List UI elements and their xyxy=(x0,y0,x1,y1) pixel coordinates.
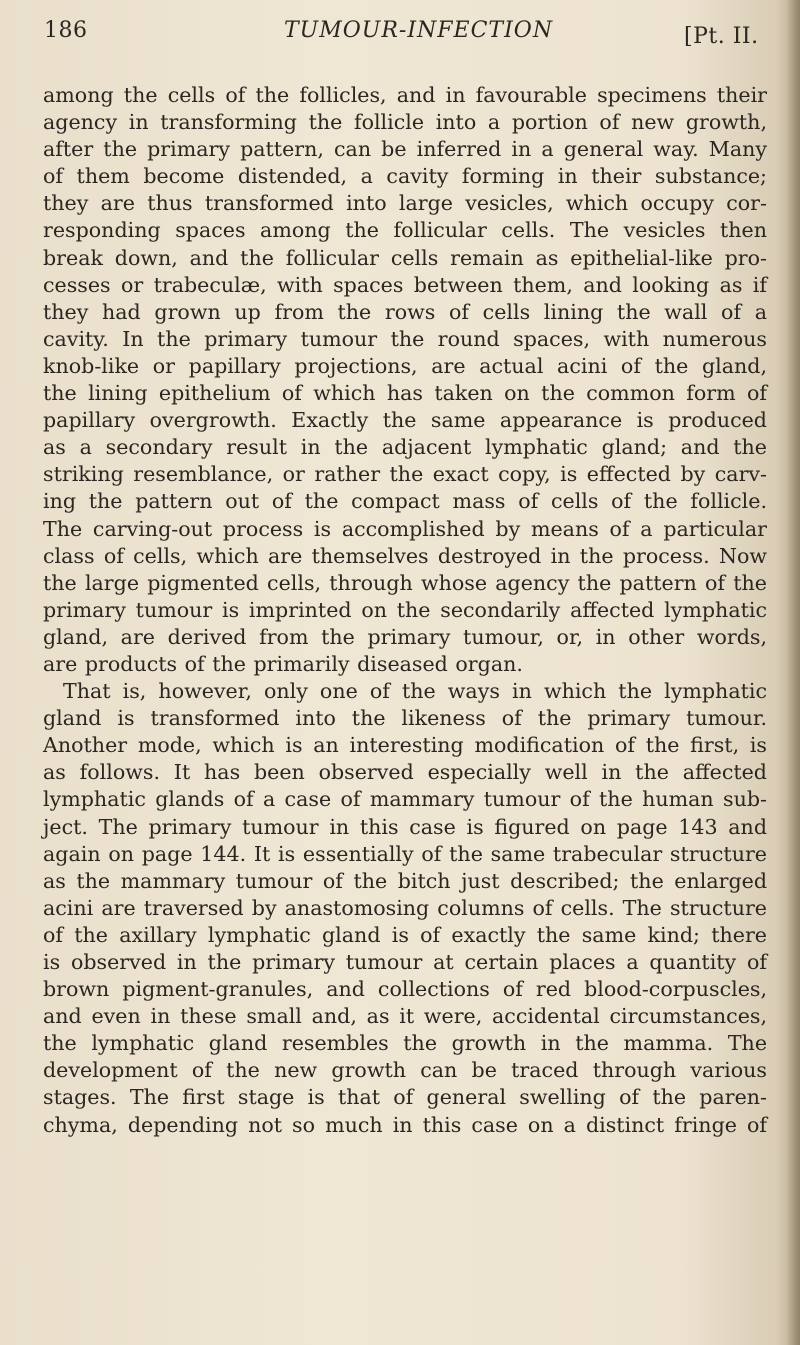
page-edge-shadow xyxy=(786,0,800,1345)
text-line: of the axillary lymphatic gland is of exactly the same kind; there xyxy=(43,922,767,947)
text-line: The carving-out process is accomplished by means of a particular xyxy=(43,516,767,541)
text-line: responding spaces among the follicular cells. The vesicles then xyxy=(43,218,767,243)
page-header xyxy=(44,18,764,58)
text-line: papillary overgrowth. Exactly the same appearance is produced xyxy=(43,408,767,433)
text-line: among the cells of the follicles, and in favourable specimens their xyxy=(43,83,767,107)
text-line: again on page 144. It is essentially of the same trabecular structure xyxy=(43,841,767,866)
part-label: [Pt. II. xyxy=(684,24,759,49)
text-line: gland, are derived from the primary tumour, or, in other words, xyxy=(43,624,767,649)
text-line: the lymphatic gland resembles the growth in the mamma. The xyxy=(43,1031,767,1056)
text-line: the large pigmented cells, through whose agency the pattern of the xyxy=(43,570,767,595)
text-line: lymphatic glands of a case of mammary tumour of the human sub- xyxy=(43,787,767,812)
text-line-paragraph-end: are products of the primarily diseased organ. xyxy=(43,651,523,676)
text-line: striking resemblance, or rather the exact copy, is effected by carv- xyxy=(43,462,767,487)
text-line: brown pigment-granules, and collections of red blood-corpuscles, xyxy=(43,977,767,1002)
text-line: and even in these small and, as it were, accidental circumstances, xyxy=(43,1004,767,1029)
text-line: they are thus transformed into large vesicles, which occupy cor- xyxy=(43,191,767,216)
text-line: stages. The first stage is that of general swelling of the paren- xyxy=(43,1085,767,1110)
text-line: knob-like or papillary projections, are actual acini of the gland, xyxy=(43,353,767,378)
text-line-paragraph-start: That is, however, only one of the ways in which the lymphatic xyxy=(63,679,767,704)
text-line: ject. The primary tumour in this case is figured on page 143 and xyxy=(43,814,767,839)
text-line: acini are traversed by anastomosing columns of cells. The structure xyxy=(43,895,767,920)
running-title: TUMOUR-INFECTION xyxy=(284,18,554,43)
text-line: after the primary pattern, can be inferred in a general way. Many xyxy=(43,137,767,162)
text-line: they had grown up from the rows of cells lining the wall of a xyxy=(43,299,767,324)
text-line: is observed in the primary tumour at certain places a quantity of xyxy=(43,950,767,974)
text-line: cesses or trabeculæ, with spaces between them, and looking as if xyxy=(43,272,767,297)
page-number: 186 xyxy=(44,18,88,43)
text-line: agency in transforming the follicle into a portion of new growth, xyxy=(43,110,767,135)
body-text xyxy=(43,82,767,1139)
text-line: gland is transformed into the likeness of the primary tumour. xyxy=(43,706,767,731)
text-line: of them become distended, a cavity forming in their substance; xyxy=(43,164,767,189)
text-line: ing the pattern out of the compact mass of cells of the follicle. xyxy=(43,489,767,514)
text-line: primary tumour is imprinted on the secondarily affected lymphatic xyxy=(43,597,767,622)
text-line: break down, and the follicular cells remain as epithelial-like pro- xyxy=(43,245,767,270)
text-line: development of the new growth can be traced through various xyxy=(43,1058,767,1083)
text-line: class of cells, which are themselves destroyed in the process. Now xyxy=(43,543,767,568)
text-line: Another mode, which is an interesting modification of the first, is xyxy=(43,733,767,758)
text-line: as a secondary result in the adjacent lymphatic gland; and the xyxy=(43,435,767,460)
text-line: as the mammary tumour of the bitch just described; the enlarged xyxy=(43,868,767,893)
text-line: chyma, depending not so much in this case on a distinct fringe of xyxy=(43,1112,767,1137)
text-line: the lining epithelium of which has taken on the common form of xyxy=(43,381,767,406)
text-line: as follows. It has been observed especially well in the affected xyxy=(43,760,767,785)
text-line: cavity. In the primary tumour the round spaces, with numerous xyxy=(43,326,767,351)
